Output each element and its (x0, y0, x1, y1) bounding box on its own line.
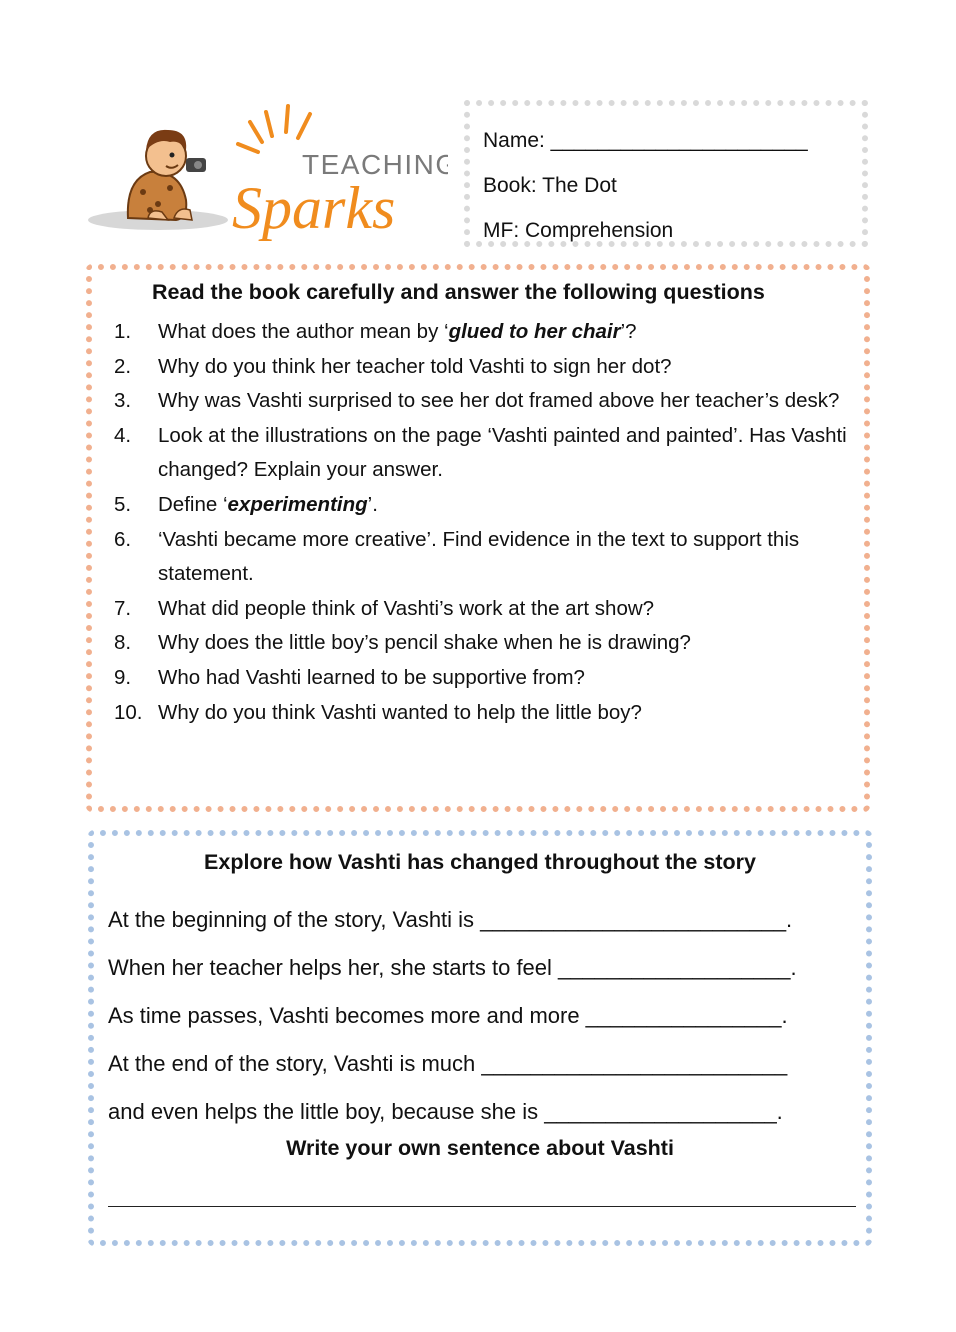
caveman-mascot-icon (128, 130, 206, 220)
sentence-blank-2[interactable]: When her teacher helps her, she starts to feel ___________________. (108, 955, 797, 980)
question-number: 3. (114, 389, 132, 413)
question-number: 8. (114, 631, 132, 655)
book-title: Book: The Dot (483, 174, 617, 197)
sentence-blank-5[interactable]: and even helps the little boy, because she is ___________________. (108, 1099, 783, 1124)
question-emphasis: experimenting (227, 492, 368, 516)
question-text (158, 493, 378, 516)
question-item (114, 315, 854, 350)
question-text-part: Look at the illustrations on the page ‘Vashti painted and painted’. Has Vashti changed? Explain your answer. (158, 423, 847, 482)
question-item (114, 523, 854, 592)
question-item (114, 350, 854, 385)
question-text (158, 320, 637, 343)
question-text (158, 528, 799, 586)
question-item (114, 384, 854, 419)
question-list (114, 315, 854, 730)
question-text-part: What does the author mean by ‘ (158, 320, 449, 343)
question-number: 1. (114, 320, 132, 343)
question-number: 5. (114, 492, 132, 516)
question-text-part: Who had Vashti learned to be supportive from? (158, 665, 585, 689)
explore-heading: Explore how Vashti has changed throughout the story (204, 850, 756, 874)
question-number: 7. (114, 596, 132, 620)
question-item (114, 661, 854, 696)
question-text (158, 389, 839, 412)
question-number: 10. (114, 700, 143, 724)
explore-sentences (108, 896, 858, 1136)
question-text (158, 597, 654, 620)
question-text (158, 666, 585, 689)
questions-heading: Read the book carefully and answer the following questions (152, 280, 765, 304)
question-text-part: ’. (367, 492, 378, 516)
question-text-part: Why do you think her teacher told Vashti to sign her dot? (158, 354, 672, 378)
mf-label: MF: Comprehension (483, 219, 674, 242)
question-number: 4. (114, 423, 132, 447)
name-field[interactable]: Name: ______________________ (483, 129, 808, 152)
question-text (158, 701, 642, 724)
question-emphasis: glued to her chair (448, 320, 621, 343)
question-text-part: Why was Vashti surprised to see her dot framed above her teacher’s desk? (158, 389, 840, 413)
question-text (158, 355, 672, 378)
sentence-blank-4[interactable]: At the end of the story, Vashti is much _________________________ (108, 1051, 788, 1076)
question-text-part: What did people think of Vashti’s work at the art show? (158, 596, 655, 620)
question-text-part: ’? (620, 320, 637, 343)
write-sentence-heading: Write your own sentence about Vashti (286, 1136, 674, 1160)
sentence-blank-3[interactable]: As time passes, Vashti becomes more and more ________________. (108, 1003, 788, 1028)
questions-box (86, 264, 870, 812)
question-text-part: ‘Vashti became more creative’. Find evidence in the text to support this statement. (158, 527, 800, 586)
question-text (158, 424, 847, 482)
question-item (114, 419, 854, 488)
question-number: 6. (114, 527, 132, 551)
logo-text-teaching: TEACHING (302, 149, 448, 180)
write-sentence-line[interactable] (108, 1186, 856, 1207)
explore-box (88, 830, 872, 1246)
question-item (114, 488, 854, 523)
question-text-part: Why does the little boy’s pencil shake when he is drawing? (158, 631, 691, 655)
question-item (114, 592, 854, 627)
question-number: 9. (114, 665, 132, 689)
question-text (158, 631, 691, 654)
question-item (114, 626, 854, 661)
question-number: 2. (114, 354, 132, 378)
student-info-box (464, 100, 868, 247)
sentence-blank-1[interactable]: At the beginning of the story, Vashti is _________________________. (108, 907, 793, 932)
teaching-sparks-logo (88, 100, 448, 245)
logo-text-sparks: Sparks (232, 175, 396, 241)
question-text-part: Define ‘ (158, 492, 228, 516)
question-item (114, 696, 854, 731)
question-text-part: Why do you think Vashti wanted to help the little boy? (158, 700, 642, 724)
